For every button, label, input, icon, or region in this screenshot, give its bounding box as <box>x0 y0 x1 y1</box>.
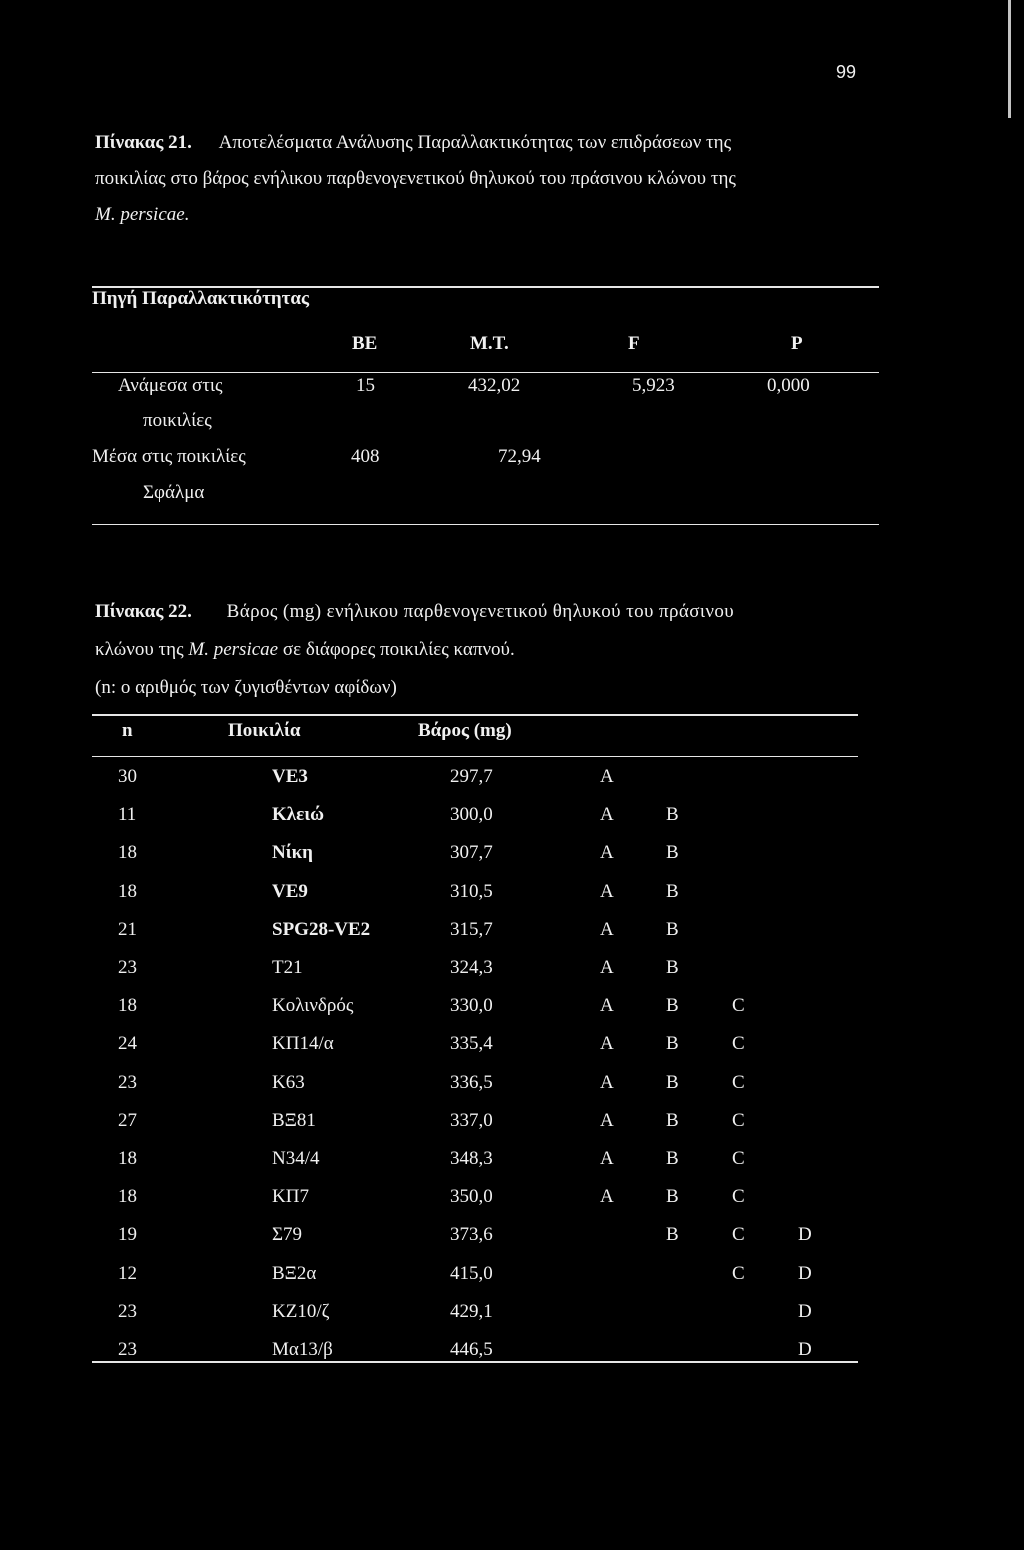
cell-group-a: A <box>600 1109 614 1131</box>
cell-weight: 330,0 <box>450 995 493 1017</box>
table-row <box>92 1025 838 1063</box>
cell-group-d <box>798 834 838 872</box>
table22-caption-text1: Βάρος (mg) ενήλικου παρθενογενετικού θηλυκού του πράσινου <box>226 601 735 622</box>
cell-weight: 297,7 <box>450 766 493 788</box>
table22-header-weight: Βάρος (mg) <box>418 720 512 741</box>
cell-group-c: C <box>732 1262 745 1284</box>
table-row <box>92 834 838 872</box>
table-row <box>92 796 838 834</box>
table21-row2-be: 408 <box>351 446 380 467</box>
cell-group-d <box>798 1140 838 1178</box>
table-row <box>92 1331 838 1369</box>
cell-variety: K63 <box>272 1071 305 1093</box>
table21-bottom-rule <box>92 524 879 525</box>
cell-n: 18 <box>118 842 137 864</box>
cell-variety: Κλειώ <box>272 804 325 826</box>
table-row <box>92 1254 838 1292</box>
cell-n: 18 <box>118 1186 137 1208</box>
table21-header-f: F <box>628 333 640 354</box>
cell-group-b: B <box>666 1224 679 1246</box>
cell-group-c <box>732 758 798 796</box>
cell-group-b: B <box>666 880 679 902</box>
table-row <box>92 1102 838 1140</box>
cell-group-d <box>798 796 838 834</box>
cell-group-d: D <box>798 1224 812 1246</box>
table21-header-p: P <box>791 333 803 354</box>
cell-weight: 310,5 <box>450 880 493 902</box>
cell-group-b <box>666 1331 732 1369</box>
table22-caption-line2 <box>95 632 515 668</box>
cell-group-a: A <box>600 1186 614 1208</box>
cell-n: 23 <box>118 1338 137 1360</box>
cell-group-b: B <box>666 957 679 979</box>
cell-group-c <box>732 796 798 834</box>
cell-group-d <box>798 873 838 911</box>
scan-edge-mark <box>1008 0 1011 118</box>
cell-group-b: B <box>666 995 679 1017</box>
cell-group-b: B <box>666 1109 679 1131</box>
cell-group-a <box>600 1216 666 1254</box>
cell-group-a: A <box>600 766 614 788</box>
cell-n: 18 <box>118 880 137 902</box>
table21-caption-text1: Αποτελέσματα Ανάλυσης Παραλλακτικότητας των επιδράσεων της <box>218 132 732 153</box>
cell-group-c <box>732 1293 798 1331</box>
cell-variety: Κολινδρός <box>272 995 354 1017</box>
cell-group-b <box>666 1293 732 1331</box>
cell-group-b: B <box>666 1147 679 1169</box>
cell-weight: 315,7 <box>450 918 493 940</box>
cell-n: 21 <box>118 918 137 940</box>
cell-variety: ΚΠ7 <box>272 1186 309 1208</box>
cell-group-c: C <box>732 995 745 1017</box>
table22-header-variety: Ποικιλία <box>228 720 301 741</box>
cell-variety: T21 <box>272 957 303 979</box>
table-row <box>92 987 838 1025</box>
cell-n: 23 <box>118 1071 137 1093</box>
cell-variety: VE3 <box>272 766 308 788</box>
table22-bottom-rule <box>92 1361 858 1363</box>
cell-group-b: B <box>666 1071 679 1093</box>
cell-group-d <box>798 911 838 949</box>
table22-caption-species: M. persicae <box>188 639 279 660</box>
table22-body <box>92 758 838 1369</box>
table21-header-source: Πηγή Παραλλακτικότητας <box>92 288 310 309</box>
cell-group-a: A <box>600 842 614 864</box>
table21-row1-label2: ποικιλίες <box>143 410 212 431</box>
cell-group-c: C <box>732 1033 745 1055</box>
cell-variety: N34/4 <box>272 1147 320 1169</box>
cell-group-d <box>798 1178 838 1216</box>
cell-group-c <box>732 1331 798 1369</box>
cell-group-b <box>666 758 732 796</box>
cell-group-d <box>798 1025 838 1063</box>
cell-group-c: C <box>732 1071 745 1093</box>
cell-weight: 300,0 <box>450 804 493 826</box>
cell-weight: 429,1 <box>450 1300 493 1322</box>
cell-group-c <box>732 873 798 911</box>
table21-row2-mt: 72,94 <box>498 446 541 467</box>
cell-group-c <box>732 834 798 872</box>
table22-caption-pre: κλώνου της <box>95 639 189 660</box>
page-number: 99 <box>836 62 857 82</box>
table21-row1-mt: 432,02 <box>468 375 521 396</box>
table22-caption-post: σε διάφορες ποικιλίες καπνού. <box>278 639 515 660</box>
cell-group-d <box>798 987 838 1025</box>
table21-header-rule <box>92 372 879 373</box>
cell-weight: 324,3 <box>450 957 493 979</box>
cell-group-c: C <box>732 1186 745 1208</box>
table-row <box>92 949 838 987</box>
cell-group-a: A <box>600 1033 614 1055</box>
table22-header-rule <box>92 756 858 757</box>
table-row <box>92 1140 838 1178</box>
cell-group-a: A <box>600 957 614 979</box>
cell-group-a: A <box>600 995 614 1017</box>
cell-group-b: B <box>666 804 679 826</box>
table-row <box>92 911 838 949</box>
cell-group-c <box>732 911 798 949</box>
cell-weight: 415,0 <box>450 1262 493 1284</box>
cell-group-b: B <box>666 1033 679 1055</box>
table22-caption-label: Πίνακας 22. <box>95 601 192 622</box>
table21-header-mt: Μ.Τ. <box>470 333 509 354</box>
cell-group-b: B <box>666 918 679 940</box>
table-row <box>92 1293 838 1331</box>
cell-group-c: C <box>732 1147 745 1169</box>
table22-top-rule <box>92 714 858 716</box>
cell-weight: 336,5 <box>450 1071 493 1093</box>
table22-caption-line3: (n: ο αριθμός των ζυγισθέντων αφίδων) <box>95 677 397 698</box>
table21-caption-line2: ποικιλίας στο βάρος ενήλικου παρθενογενετικού θηλυκού του πράσινου κλώνου της <box>95 168 736 189</box>
table21-row1-f: 5,923 <box>632 375 675 396</box>
table21-row2-label2: Σφάλμα <box>143 482 205 503</box>
cell-group-d <box>798 758 838 796</box>
cell-weight: 307,7 <box>450 842 493 864</box>
cell-group-c: C <box>732 1224 745 1246</box>
cell-variety: ΒΞ81 <box>272 1109 316 1131</box>
cell-variety: SPG28-VE2 <box>272 918 371 940</box>
table21-caption-line1 <box>95 125 731 161</box>
cell-variety: Μα13/β <box>272 1338 333 1360</box>
table21-row1-label1: Ανάμεσα στις <box>118 375 223 396</box>
cell-weight: 350,0 <box>450 1186 493 1208</box>
cell-n: 18 <box>118 995 137 1017</box>
cell-group-a: A <box>600 1071 614 1093</box>
cell-weight: 446,5 <box>450 1338 493 1360</box>
cell-group-a: A <box>600 1147 614 1169</box>
cell-group-a <box>600 1254 666 1292</box>
table22-header-n: n <box>122 720 133 741</box>
cell-group-d <box>798 1064 838 1102</box>
cell-weight: 337,0 <box>450 1109 493 1131</box>
cell-group-a <box>600 1331 666 1369</box>
table21-caption-label: Πίνακας 21. <box>95 132 192 153</box>
cell-variety: ΒΞ2α <box>272 1262 317 1284</box>
cell-group-c <box>732 949 798 987</box>
cell-n: 11 <box>118 804 137 826</box>
table21-row1-p: 0,000 <box>767 375 810 396</box>
table21-row1-be: 15 <box>356 375 375 396</box>
cell-n: 12 <box>118 1262 137 1284</box>
table-row <box>92 1178 838 1216</box>
cell-n: 23 <box>118 1300 137 1322</box>
cell-n: 27 <box>118 1109 137 1131</box>
cell-group-a: A <box>600 880 614 902</box>
cell-n: 30 <box>118 766 137 788</box>
table21-row2-label1: Μέσα στις ποικιλίες <box>92 446 246 467</box>
cell-variety: VE9 <box>272 880 308 902</box>
cell-group-c: C <box>732 1109 745 1131</box>
cell-group-b: B <box>666 1186 679 1208</box>
table-row <box>92 1216 838 1254</box>
cell-n: 18 <box>118 1147 137 1169</box>
cell-group-d: D <box>798 1338 812 1360</box>
cell-group-b <box>666 1254 732 1292</box>
cell-n: 23 <box>118 957 137 979</box>
table21-caption-species: M. persicae. <box>95 204 190 225</box>
cell-variety: Σ79 <box>272 1224 303 1246</box>
cell-variety: ΚΖ10/ζ <box>272 1300 330 1322</box>
table-row <box>92 873 838 911</box>
table22-caption-line1 <box>95 594 734 630</box>
cell-group-a: A <box>600 804 614 826</box>
cell-group-d: D <box>798 1262 812 1284</box>
table21-header-be: ΒΕ <box>352 333 378 354</box>
cell-variety: Νίκη <box>272 842 313 864</box>
cell-group-a <box>600 1293 666 1331</box>
cell-group-d: D <box>798 1300 812 1322</box>
cell-variety: ΚΠ14/α <box>272 1033 334 1055</box>
table-row <box>92 1064 838 1102</box>
cell-group-b: B <box>666 842 679 864</box>
cell-weight: 373,6 <box>450 1224 493 1246</box>
cell-weight: 348,3 <box>450 1147 493 1169</box>
cell-n: 19 <box>118 1224 137 1246</box>
cell-group-d <box>798 1102 838 1140</box>
table-row <box>92 758 838 796</box>
cell-weight: 335,4 <box>450 1033 493 1055</box>
cell-group-a: A <box>600 918 614 940</box>
cell-group-d <box>798 949 838 987</box>
cell-n: 24 <box>118 1033 137 1055</box>
